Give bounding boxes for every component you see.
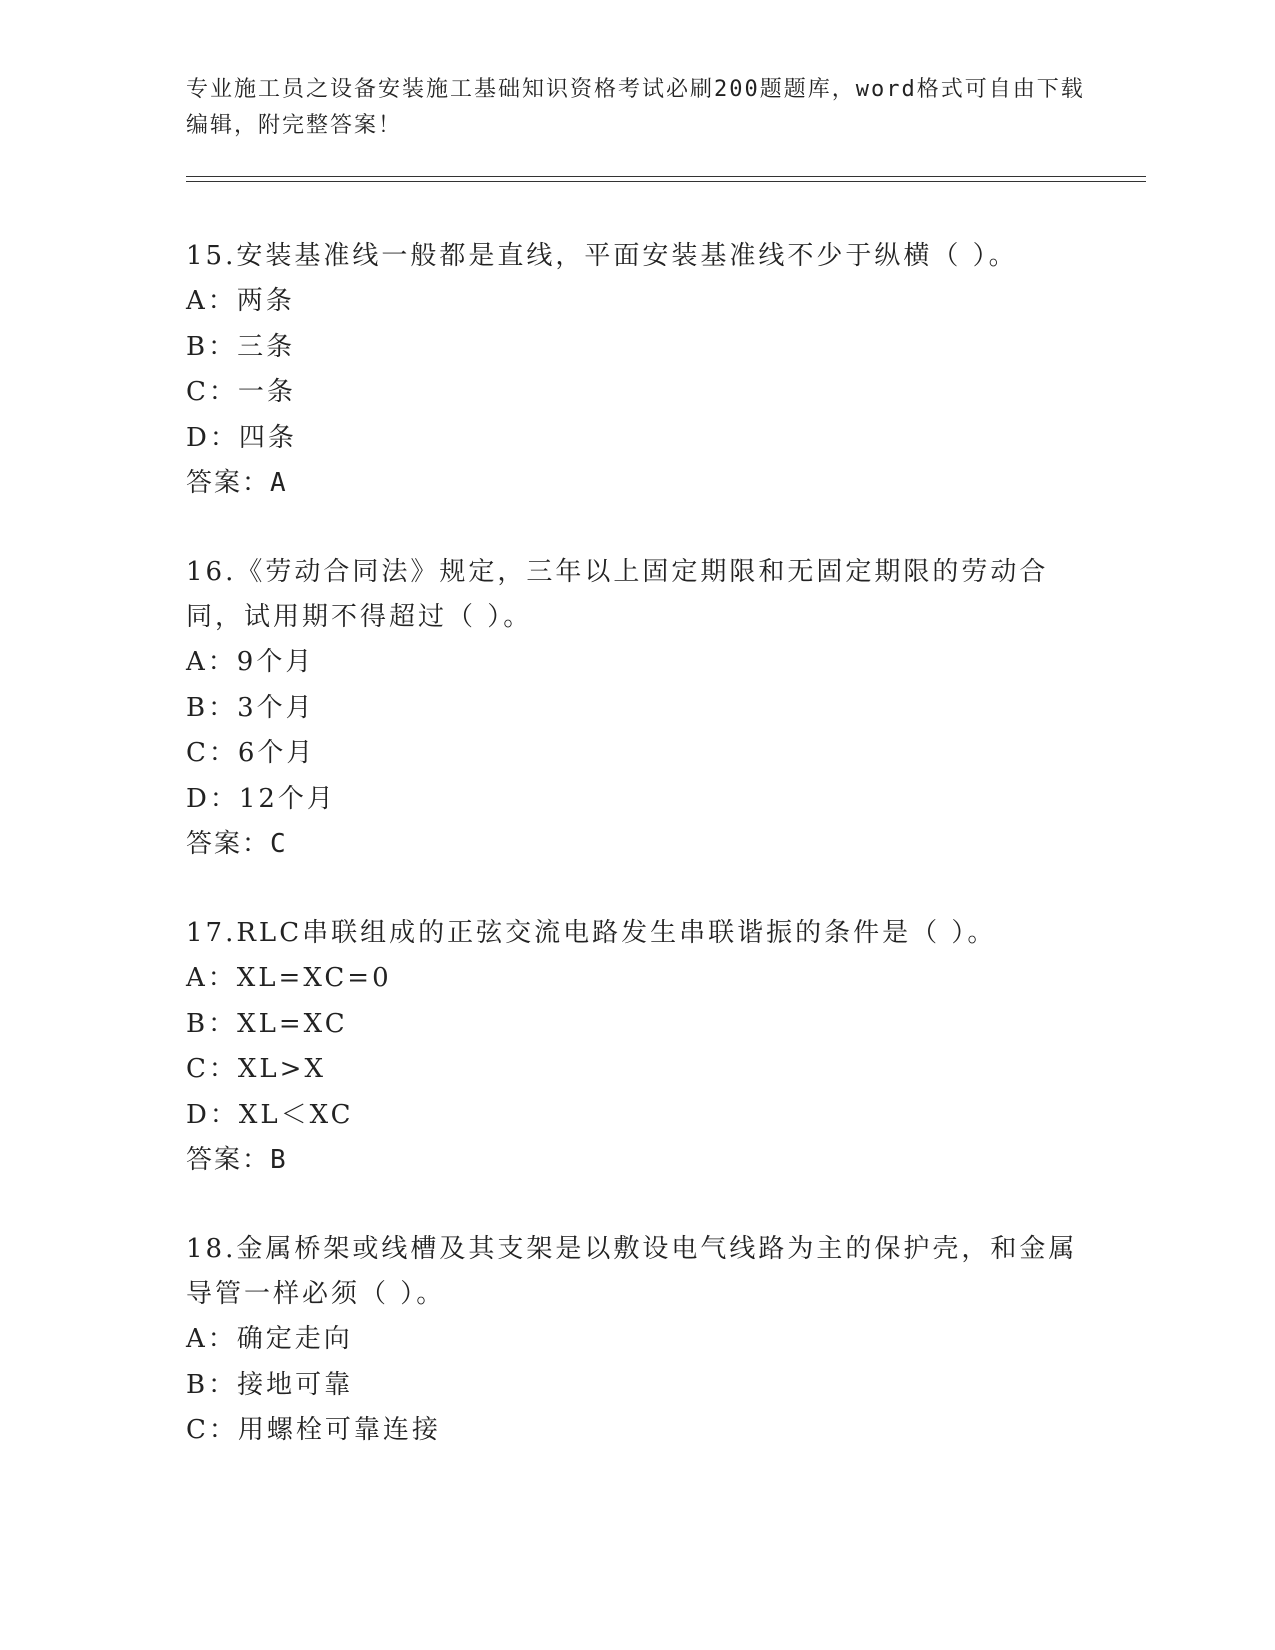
answer-line: 答案：C bbox=[186, 829, 288, 859]
option-a: A：9个月 bbox=[186, 647, 315, 677]
question-stem: 16.《劳动合同法》规定，三年以上固定期限和无固定期限的劳动合同，试用期不得超过（ ）。 bbox=[186, 557, 1049, 632]
option-b: B：三条 bbox=[186, 331, 296, 362]
option-b: B：接地可靠 bbox=[186, 1369, 354, 1400]
option-c: C：6个月 bbox=[186, 738, 316, 768]
question-15 bbox=[186, 234, 1086, 506]
option-a: A：确定走向 bbox=[186, 1324, 353, 1354]
option-d: D：12个月 bbox=[186, 783, 336, 814]
question-17 bbox=[186, 911, 1086, 1183]
header-divider-top bbox=[186, 176, 1146, 177]
option-b: B：3个月 bbox=[186, 692, 315, 723]
option-d: D：四条 bbox=[186, 422, 297, 453]
answer-line: 答案：B bbox=[186, 1145, 288, 1175]
question-stem: 17.RLC串联组成的正弦交流电路发生串联谐振的条件是（ ）。 bbox=[186, 918, 997, 948]
option-c: C：用螺栓可靠连接 bbox=[186, 1415, 441, 1445]
option-d: D：XL＜XC bbox=[186, 1099, 354, 1130]
question-16 bbox=[186, 550, 1086, 867]
document-header-title: 专业施工员之设备安装施工基础知识资格考试必刷200题题库，word格式可自由下载编辑，附完整答案！ bbox=[186, 77, 1085, 138]
question-stem: 18.金属桥架或线槽及其支架是以敷设电气线路为主的保护壳，和金属导管一样必须（ ）。 bbox=[186, 1234, 1078, 1309]
question-stem: 15.安装基准线一般都是直线，平面安装基准线不少于纵横（ ）。 bbox=[186, 241, 1018, 271]
answer-line: 答案：A bbox=[186, 468, 288, 498]
option-a: A：两条 bbox=[186, 286, 295, 316]
question-18 bbox=[186, 1227, 1086, 1454]
option-c: C：XL>X bbox=[186, 1054, 326, 1084]
option-a: A：XL=XC=0 bbox=[186, 963, 392, 993]
option-b: B：XL=XC bbox=[186, 1008, 348, 1039]
header-divider-bottom bbox=[186, 181, 1146, 182]
question-list bbox=[186, 234, 1086, 1498]
option-c: C：一条 bbox=[186, 377, 296, 407]
